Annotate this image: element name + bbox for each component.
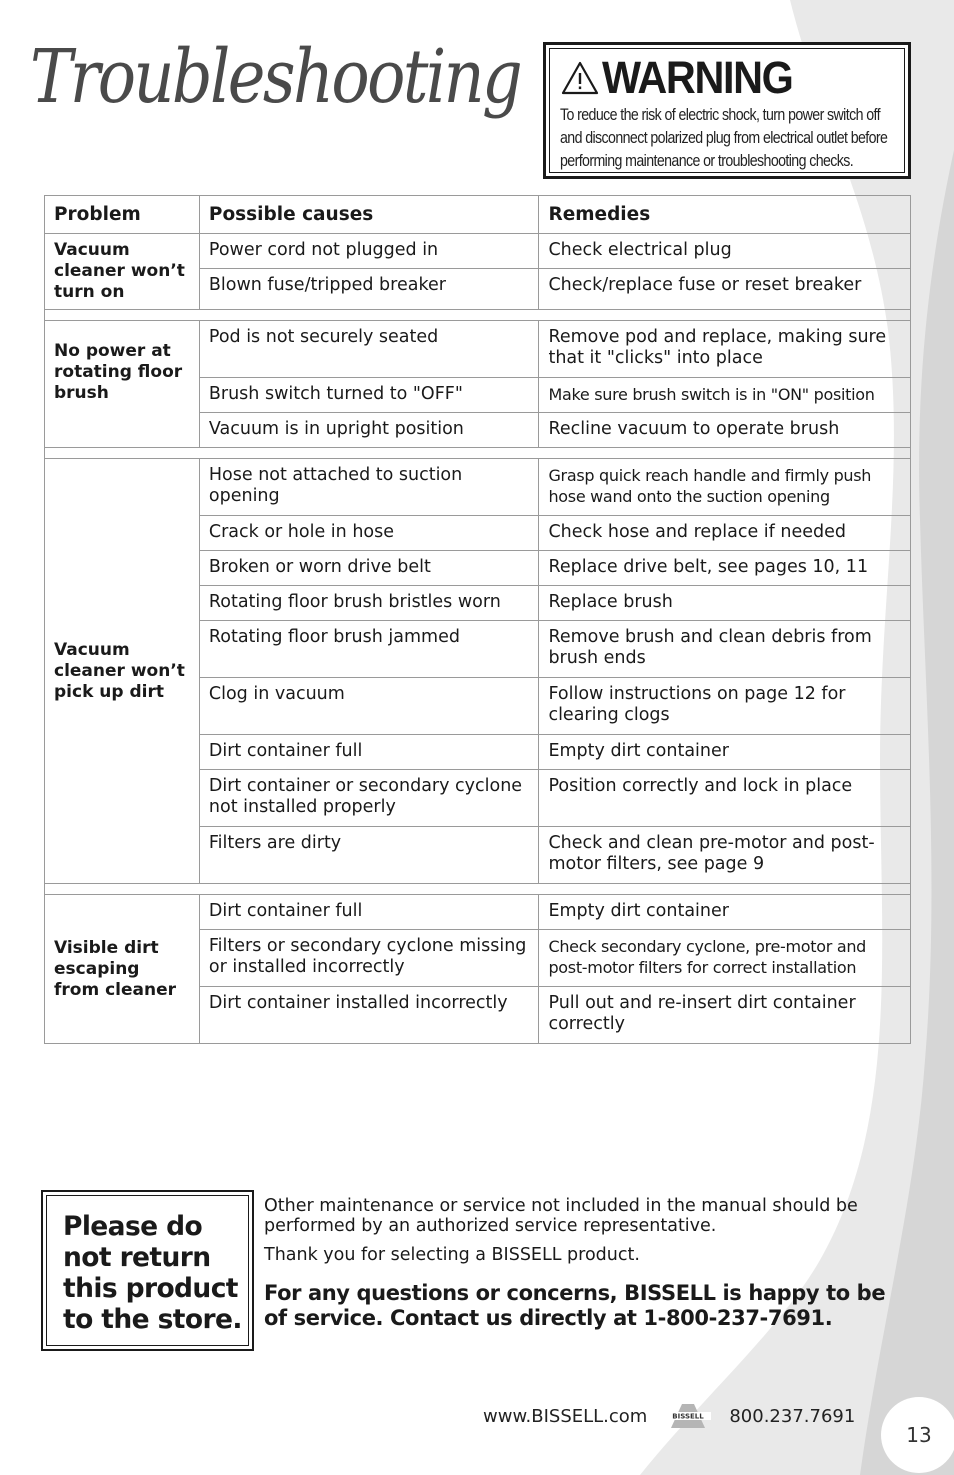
header-problem: Problem [45,196,200,234]
table-row [45,234,911,269]
cause-cell: Dirt container or secondary cyclone not installed properly [199,770,539,827]
group-spacer [45,884,911,895]
header-remedies: Remedies [539,196,911,234]
website-link[interactable]: www.BISSELL.com [483,1405,648,1427]
remedy-cell: Follow instructions on page 12 for clearing clogs [539,678,911,735]
remedy-cell: Check hose and replace if needed [539,516,911,551]
remedy-cell: Replace brush [539,586,911,621]
remedy-cell: Check electrical plug [539,234,911,269]
page-number: 13 [881,1397,954,1473]
cause-cell: Blown fuse/tripped breaker [199,269,539,310]
bissell-logo-icon [665,1402,711,1430]
cause-cell: Brush switch turned to "OFF" [199,378,539,413]
footer-bar [483,1402,855,1430]
warning-text: To reduce the risk of electric shock, turn power switch off and disconnect polarized plug from electrical outlet before performing maintenance or troubleshooting checks. [560,106,888,170]
remedy-cell: Replace drive belt, see pages 10, 11 [539,551,911,586]
troubleshooting-table [44,195,911,1044]
table-row [45,321,911,378]
cause-cell: Rotating floor brush jammed [199,621,539,678]
footer-phone: 800.237.7691 [729,1405,856,1427]
remedy-cell: Empty dirt container [539,735,911,770]
remedy-cell: Check secondary cyclone, pre-motor and post-motor filters for correct installation [539,930,911,987]
thanks-text: Thank you for selecting a BISSELL product. [264,1245,640,1265]
cause-cell: Dirt container installed incorrectly [199,987,539,1044]
remedy-cell: Check/replace fuse or reset breaker [539,269,911,310]
table-row [45,459,911,516]
remedy-cell: Pull out and re-insert dirt container correctly [539,987,911,1044]
remedy-cell: Make sure brush switch is in "ON" position [539,378,911,413]
cause-cell: Clog in vacuum [199,678,539,735]
remedy-cell: Check and clean pre-motor and post-motor filters, see page 9 [539,827,911,884]
cause-cell: Vacuum is in upright position [199,413,539,448]
svg-text:BISSELL: BISSELL [672,1412,705,1421]
remedy-cell: Position correctly and lock in place [539,770,911,827]
header-possible-causes: Possible causes [199,196,539,234]
problem-cell: Visible dirt escaping from cleaner [45,895,200,1044]
contact-text: For any questions or concerns, BISSELL is happy to be of service. Contact us directly at 1-800-237-7691. [264,1281,886,1330]
table-header-row [45,196,911,234]
warning-heading: WARNING [602,52,793,103]
service-text: Other maintenance or service not included in the manual should be performed by an authorized service representative. [264,1196,858,1236]
cause-cell: Power cord not plugged in [199,234,539,269]
footer-info [264,1196,904,1331]
cause-cell: Dirt container full [199,735,539,770]
remedy-cell: Recline vacuum to operate brush [539,413,911,448]
cause-cell: Pod is not securely seated [199,321,539,378]
cause-cell: Broken or worn drive belt [199,551,539,586]
remedy-cell: Empty dirt container [539,895,911,930]
page-title: Troubleshooting [30,34,521,120]
remedy-cell: Remove brush and clean debris from brush ends [539,621,911,678]
cause-cell: Dirt container full [199,895,539,930]
do-not-return-notice [41,1190,254,1351]
problem-cell: No power at rotating floor brush [45,321,200,448]
warning-box [543,42,911,179]
group-spacer [45,310,911,321]
remedy-cell: Remove pod and replace, making sure that it "clicks" into place [539,321,911,378]
cause-cell: Crack or hole in hose [199,516,539,551]
cause-cell: Filters or secondary cyclone missing or installed incorrectly [199,930,539,987]
cause-cell: Rotating floor brush bristles worn [199,586,539,621]
notice-text: Please do not return this product to the store. [46,1195,249,1346]
cause-cell: Hose not attached to suction opening [199,459,539,516]
table-row [45,895,911,930]
group-spacer [45,448,911,459]
problem-cell: Vacuum cleaner won’t pick up dirt [45,459,200,884]
problem-cell: Vacuum cleaner won’t turn on [45,234,200,310]
warning-triangle-icon [560,60,600,96]
cause-cell: Filters are dirty [199,827,539,884]
remedy-cell: Grasp quick reach handle and firmly push hose wand onto the suction opening [539,459,911,516]
